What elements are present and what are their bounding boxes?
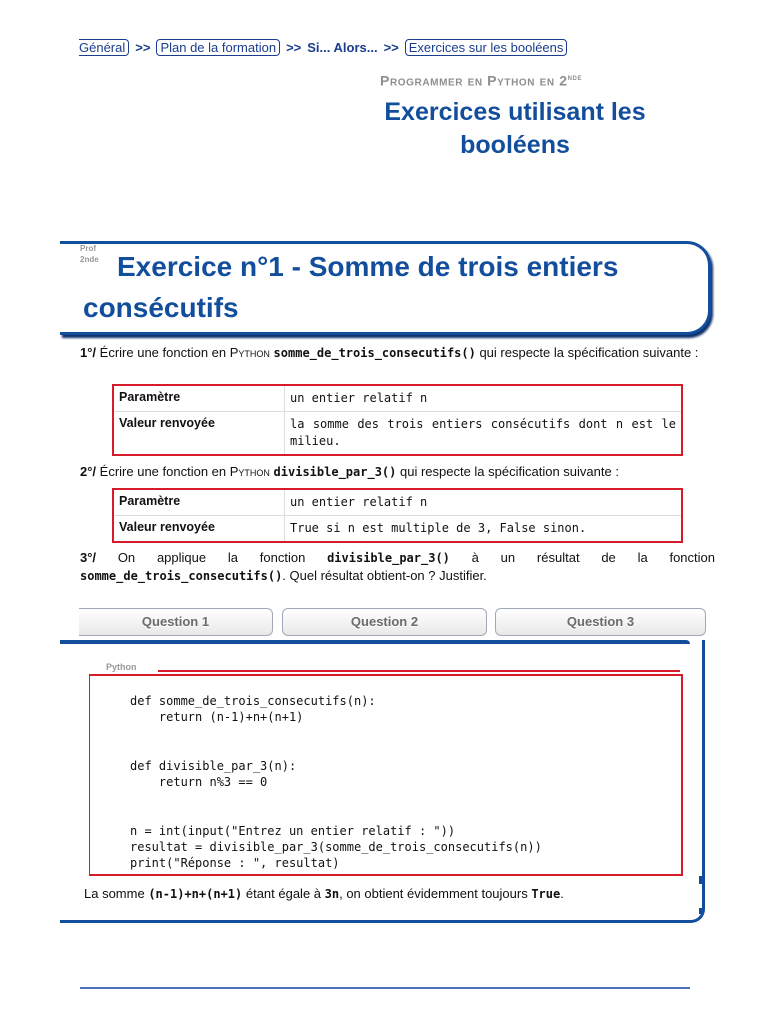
spec-value: True si n est multiple de 3, False sinon. [285, 516, 683, 543]
q3-text-before: On applique la fonction [96, 550, 328, 565]
code-line: resultat = divisible_par_3(somme_de_trois_consecutifs(n)) [130, 840, 542, 854]
answer-text [84, 886, 564, 901]
question-1-text [80, 344, 715, 362]
spec-table-2 [112, 488, 683, 543]
spec-key: Paramètre [113, 489, 285, 516]
bottom-divider [80, 987, 690, 989]
answer-text-2: étant égale à [242, 886, 325, 901]
tab-question-3[interactable]: Question 3 [495, 608, 706, 636]
spec-value: un entier relatif n [285, 385, 683, 412]
breadcrumb-link-exercices[interactable]: Exercices sur les booléens [405, 39, 568, 56]
course-title-text: Programmer en Python en 2 [380, 72, 568, 89]
code-line: def somme_de_trois_consecutifs(n): [130, 694, 376, 708]
q3-text-mid: à un résultat de la fonction [449, 550, 715, 565]
table-row [113, 385, 682, 412]
spec-key: Valeur renvoyée [113, 412, 285, 456]
question-2-text [80, 463, 715, 481]
q1-text-after: qui respecte la spécification suivante : [475, 345, 699, 360]
panel-edge-mark [699, 876, 702, 884]
table-row [113, 489, 682, 516]
code-block[interactable] [89, 674, 683, 876]
tab-question-1[interactable]: Question 1 [79, 608, 273, 636]
code-line: return n%3 == 0 [130, 775, 268, 789]
question-3-text [80, 549, 715, 585]
question-3-number: 3°/ [80, 550, 97, 565]
breadcrumb-separator: >> [286, 40, 302, 55]
exercise-title: Exercice n°1 - Somme de trois entiers consécutifs [83, 251, 619, 323]
answer-text-4: . [560, 886, 564, 901]
q2-func: divisible_par_3() [273, 465, 397, 479]
question-1-number: 1°/ [80, 345, 97, 360]
answer-panel-top-border [60, 640, 690, 644]
q2-text-after: qui respecte la spécification suivante : [396, 464, 619, 479]
level-tag-line2: 2nde [80, 255, 99, 264]
q3-func2: somme_de_trois_consecutifs() [80, 569, 283, 583]
breadcrumb-link-si-alors[interactable]: Si... Alors... [307, 40, 378, 55]
spec-table-1 [112, 384, 683, 456]
course-title-sup: nde [567, 72, 583, 82]
panel-edge-mark [699, 908, 702, 914]
spec-value: un entier relatif n [285, 489, 683, 516]
q1-lang: Python [229, 345, 270, 360]
q2-lang: Python [229, 464, 270, 479]
answer-expr: (n-1)+n+(n+1) [148, 887, 243, 901]
breadcrumb-link-plan[interactable]: Plan de la formation [156, 39, 280, 56]
tab-question-2[interactable]: Question 2 [282, 608, 487, 636]
q2-text-before: Écrire une fonction en [96, 464, 230, 479]
answer-text-3: , on obtient évidemment toujours [339, 886, 532, 901]
table-row [113, 412, 682, 456]
course-title [380, 72, 582, 89]
code-line: return (n-1)+n+(n+1) [130, 710, 304, 724]
breadcrumb-link-general[interactable]: Général [79, 39, 129, 56]
breadcrumb-separator: >> [135, 40, 151, 55]
question-2-number: 2°/ [80, 464, 97, 479]
code-language-label: Python [106, 662, 137, 672]
page-title: Exercices utilisant les booléens [384, 98, 646, 159]
breadcrumb [79, 40, 567, 55]
q3-func1: divisible_par_3() [327, 551, 450, 565]
table-row [113, 516, 682, 543]
level-tag-line1: Prof [80, 244, 96, 253]
answer-text-1: La somme [84, 886, 149, 901]
code-line: print("Réponse : ", resultat) [130, 856, 340, 870]
q1-func: somme_de_trois_consecutifs() [273, 346, 476, 360]
answer-val: 3n [324, 887, 340, 901]
answer-result: True [531, 887, 561, 901]
q3-text-after: . Quel résultat obtient-on ? Justifier. [282, 568, 487, 583]
code-line: def divisible_par_3(n): [130, 759, 297, 773]
spec-value: la somme des trois entiers consécutifs dont n est le milieu. [285, 412, 683, 456]
code-line: n = int(input("Entrez un entier relatif : ")) [130, 824, 456, 838]
code-label-rule [158, 670, 680, 672]
q1-text-before: Écrire une fonction en [96, 345, 230, 360]
spec-key: Paramètre [113, 385, 285, 412]
breadcrumb-separator: >> [383, 40, 399, 55]
spec-key: Valeur renvoyée [113, 516, 285, 543]
